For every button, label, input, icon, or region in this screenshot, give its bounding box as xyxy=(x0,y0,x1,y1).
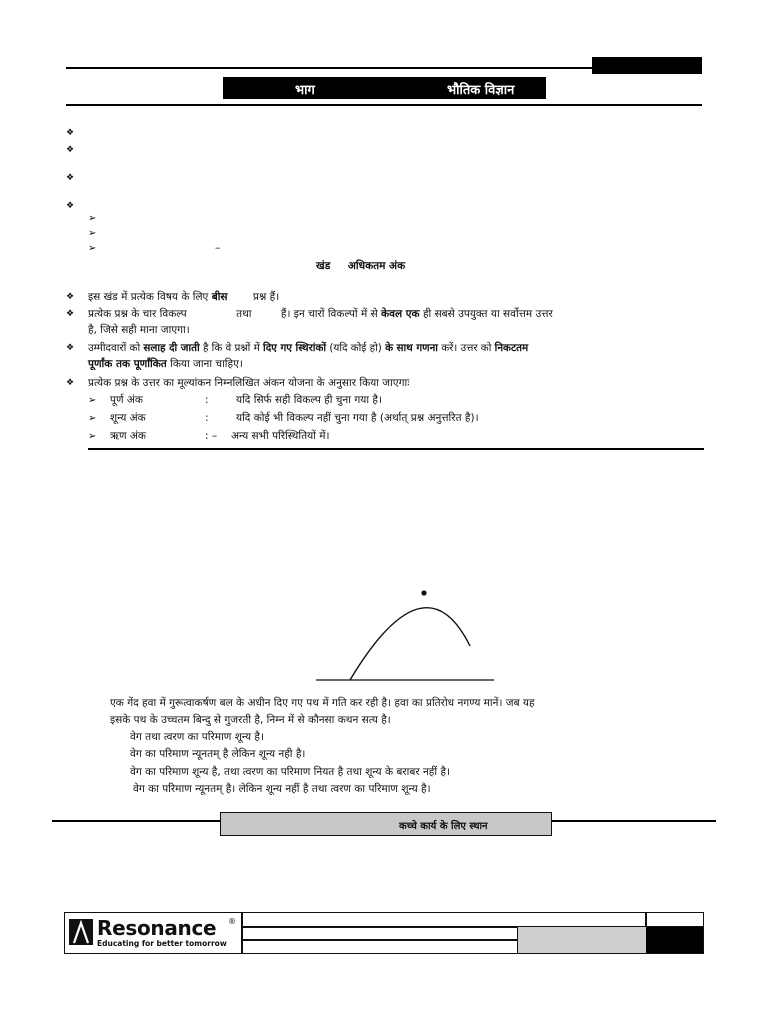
diamond-bullet-icon: ❖ xyxy=(66,343,75,353)
brand-tagline: Educating for better tomorrow xyxy=(97,939,227,948)
projectile-path-figure xyxy=(300,580,500,690)
diamond-bullet-icon: ❖ xyxy=(66,201,75,211)
rough-work-label: कच्चे कार्य के लिए स्थान xyxy=(399,821,488,832)
footer-black-cell xyxy=(646,927,703,953)
instruction-1-tail: प्रश्न हैं। xyxy=(252,291,280,303)
instruction-2-text-a: प्रत्येक प्रश्न के चार विकल्प xyxy=(88,308,187,320)
instruction-3-line2-bold: पूर्णांक तक पूर्णांकित xyxy=(88,358,167,370)
instruction-3-bold-3: के साथ गणना xyxy=(385,342,438,354)
resonance-logo xyxy=(69,917,237,951)
header-corner-block xyxy=(592,57,702,74)
marking-zero-label: शून्य अंक xyxy=(110,412,146,424)
instructions-bottom-rule xyxy=(88,448,704,450)
diamond-bullet-icon: ❖ xyxy=(66,128,75,138)
instruction-2-text-b: तथा xyxy=(236,308,252,320)
blank-dash: – xyxy=(215,242,221,254)
marking-negative-label: ऋण अंक xyxy=(110,430,146,442)
marking-full-label: पूर्ण अंक xyxy=(110,394,143,406)
instruction-3-bold-4: निकटतम xyxy=(494,342,529,354)
marking-zero-sep: : xyxy=(205,412,209,424)
instruction-3-text-d: करें। उत्तर को xyxy=(441,342,492,354)
header-bottom-rule xyxy=(66,104,702,106)
instruction-4: प्रत्येक प्रश्न के उत्तर का मूल्यांकन निम्नलिखित अंकन योजना के अनुसार किया जाएगाः xyxy=(88,377,410,389)
marking-full-desc: यदि सिर्फ सही विकल्प ही चुना गया है। xyxy=(236,394,382,406)
instruction-3-text-c: (यदि कोई हो) xyxy=(329,342,382,354)
footer-gray-cell xyxy=(517,927,646,953)
instruction-3-bold-1: सलाह दी जाती xyxy=(143,342,200,354)
diamond-bullet-icon: ❖ xyxy=(66,309,75,319)
arrow-bullet-icon: ➢ xyxy=(88,243,97,254)
max-marks-label: अधिकतम अंक xyxy=(347,260,406,272)
arrow-bullet-icon: ➢ xyxy=(88,413,97,424)
instruction-3 xyxy=(88,341,528,355)
footer-frame xyxy=(64,912,704,954)
option-c[interactable]: वेग का परिमाण शून्य है, तथा त्वरण का परिमाण नियत है तथा शून्य के बराबर नहीं है। xyxy=(130,766,450,778)
instruction-2 xyxy=(88,307,553,321)
logo-mark-icon xyxy=(69,919,93,945)
option-d[interactable]: वेग का परिमाण न्यूनतम् है। लेकिन शून्य नहीं है तथा त्वरण का परिमाण शून्य है। xyxy=(133,783,431,795)
header-title-bar xyxy=(223,77,546,99)
instruction-1 xyxy=(88,290,279,304)
marking-zero-desc: यदि कोई भी विकल्प नहीं चुना गया है (अर्थात् प्रश्न अनुत्तरित है)। xyxy=(236,412,479,424)
brand-name: Resonance xyxy=(97,916,217,940)
instruction-3-text-a: उम्मीदवारों को xyxy=(88,342,141,354)
instruction-3-line2 xyxy=(88,357,243,371)
header-top-rule xyxy=(66,67,702,69)
instruction-2-bold: केवल एक xyxy=(381,308,420,320)
instruction-3-text-b: है कि वे प्रश्नों में xyxy=(202,342,260,354)
section-title xyxy=(316,259,405,273)
footer-divider-vertical xyxy=(241,913,243,953)
instruction-3-bold-2: दिए गए स्थिरांकों xyxy=(263,342,327,354)
section-label: खंड xyxy=(316,260,331,272)
rough-work-box xyxy=(220,812,552,836)
instruction-2-text-c: हैं। इन चारों विकल्पों में से xyxy=(280,308,378,320)
marking-negative-desc: अन्य सभी परिस्थितियों में। xyxy=(231,430,330,442)
arrow-bullet-icon: ➢ xyxy=(88,395,97,406)
marking-negative-sep: : – xyxy=(205,430,218,442)
option-b[interactable]: वेग का परिमाण न्यूनतम् है लेकिन शून्य नही है। xyxy=(130,748,306,760)
arrow-bullet-icon: ➢ xyxy=(88,228,97,239)
diamond-bullet-icon: ❖ xyxy=(66,173,75,183)
diamond-bullet-icon: ❖ xyxy=(66,378,75,388)
arrow-bullet-icon: ➢ xyxy=(88,431,97,442)
diamond-bullet-icon: ❖ xyxy=(66,145,75,155)
instruction-1-bold: बीस xyxy=(211,291,228,303)
trajectory-curve xyxy=(350,608,470,680)
instruction-2-text-d: ही सबसे उपयुक्त या सर्वोत्तम उत्तर xyxy=(422,308,553,320)
diamond-bullet-icon: ❖ xyxy=(66,292,75,302)
instruction-2-line2: है, जिसे सही माना जाएगा। xyxy=(88,324,190,336)
subject-label: भौतिक विज्ञान xyxy=(447,83,515,98)
arrow-bullet-icon: ➢ xyxy=(88,213,97,224)
part-label: भाग xyxy=(295,83,315,98)
highest-point-marker xyxy=(421,590,426,595)
question-stem-line-2: इसके पथ के उच्चतम बिन्दु से गुजरती है, निम्न में से कौनसा कथन सत्य है। xyxy=(110,714,391,726)
instruction-3-line2-text: किया जाना चाहिए। xyxy=(170,358,243,370)
marking-full-sep: : xyxy=(205,394,209,406)
question-stem-line-1: एक गेंद हवा में गुरूत्वाकर्षण बल के अधीन दिए गए पथ में गति कर रही है। हवा का प्रतिरोध नगण्य मानें। जब यह xyxy=(110,697,535,709)
registered-mark: ® xyxy=(228,917,236,926)
option-a[interactable]: वेग तथा त्वरण का परिमाण शून्य है। xyxy=(130,731,264,743)
instruction-1-text: इस खंड में प्रत्येक विषय के लिए xyxy=(88,291,209,303)
